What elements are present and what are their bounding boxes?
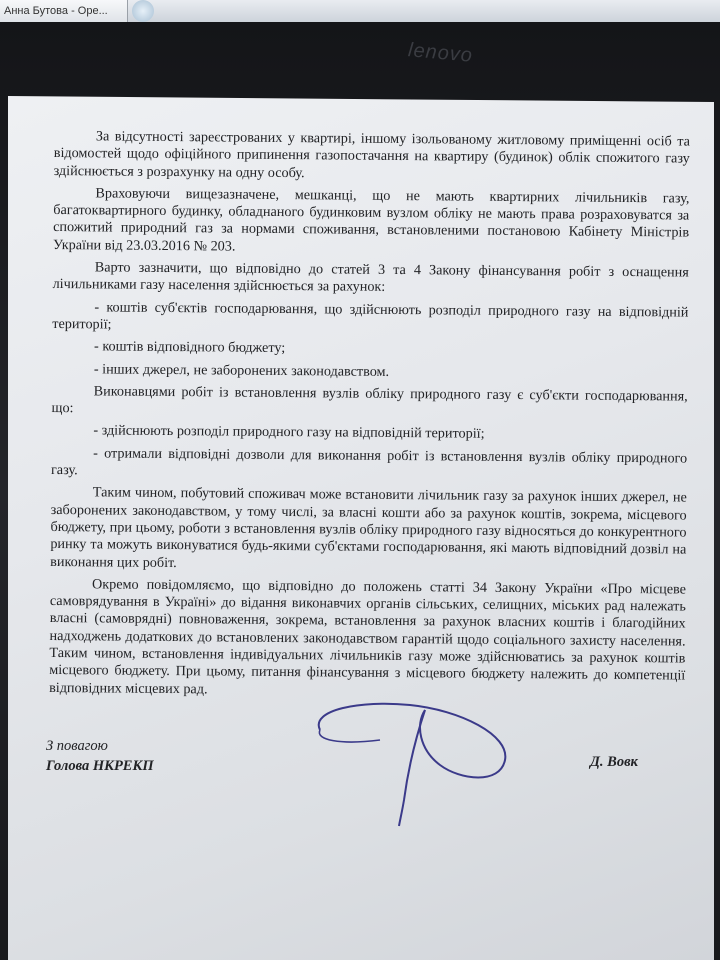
paragraph-1: За відсутності зареєстрованих у квартирі, іншому ізольованому житловому приміщенні осіб та відомостей щодо офіційного припинення газопостачання на квартиру (будинок) облік спожитого газу здійснюється з розрахунку на одну особу.: [53, 128, 690, 181]
list-item-4: - здійснюють розподіл природного газу на відповідній території;: [93, 422, 485, 443]
list-item-1: - коштів суб'єктів господарювання, що здійснюють розподіл природного газу на відповідній території;: [52, 299, 689, 333]
list-item-3: - інших джерел, не заборонених законодавством.: [93, 360, 390, 380]
monitor-brand-logo: lenovo: [407, 39, 474, 67]
browser-taskbar: [0, 0, 720, 23]
paragraph-6: Окремо повідомляємо, що відповідно до положень статті 34 Закону України «Про місцеве самоврядування в Україні» до відання виконавчих органів сільських, селищних, міських рад належать власні (самоврядні) повноваження, зокрема, встановлення за рахунок власних коштів і благодійних надходжень додаткових до встановлених законодавством гарантій щодо соціального захисту населення. Таким чином, встановлення індивідуальних лічильників газу може здійснюватись за рахунок коштів місцевого бюджету. При цьому, питання фінансування з місцевого бюджету належить до компетенції відповідних місцевих рад.: [49, 576, 687, 697]
signer-name: Д. Вовк: [590, 754, 638, 770]
taskbar-tab-label: Анна Бутова - Оре...: [4, 5, 108, 17]
closing-greeting: З повагою: [46, 738, 108, 754]
loading-icon: [132, 0, 154, 22]
list-item-2: - коштів відповідного бюджету;: [94, 338, 286, 357]
letter-body: [49, 128, 690, 707]
paragraph-4: Виконавцями робіт із встановлення вузлів обліку природного газу є суб'єкти господарювання, що:: [51, 383, 688, 417]
paragraph-5: Таким чином, побутовий споживач може встановити лічильник газу за рахунок інших джерел, не заборонених законодавством, у тому числі, за власні кошти або за рахунок коштів, зокрема, місцевого бюджету, при цьому, роботи з встановлення вузлів обліку природного газу відносяться до конкурентного ринку та можуть виконуватися будь-якими суб'єктами господарювання, які мають відповідний дозвіл на виконання цих робіт.: [50, 484, 687, 571]
closing-block: [46, 736, 154, 776]
taskbar-tab[interactable]: [0, 0, 128, 22]
paragraph-2: Враховуючи вищезазначене, мешканці, що не мають квартирних лічильників газу, багатоквартирного будинку, обладнаного будинковим вузлом обліку не мають права розраховуватся за спожитий природний газ за нормами споживання, встановленими постановою Кабінету Міністрів України від 23.03.2016 № 203.: [52, 185, 690, 255]
paragraph-3: Варто зазначити, що відповідно до статей 3 та 4 Закону фінансування робіт з оснащення лічильниками газу населення здійснюється за рахунок:: [52, 259, 689, 296]
signer-title: Голова НКРЕКП: [46, 758, 154, 774]
list-item-5: - отримали відповідні дозволи для виконання робіт із встановлення вузлів обліку природного газу.: [50, 445, 688, 479]
handwritten-signature: [300, 690, 530, 830]
